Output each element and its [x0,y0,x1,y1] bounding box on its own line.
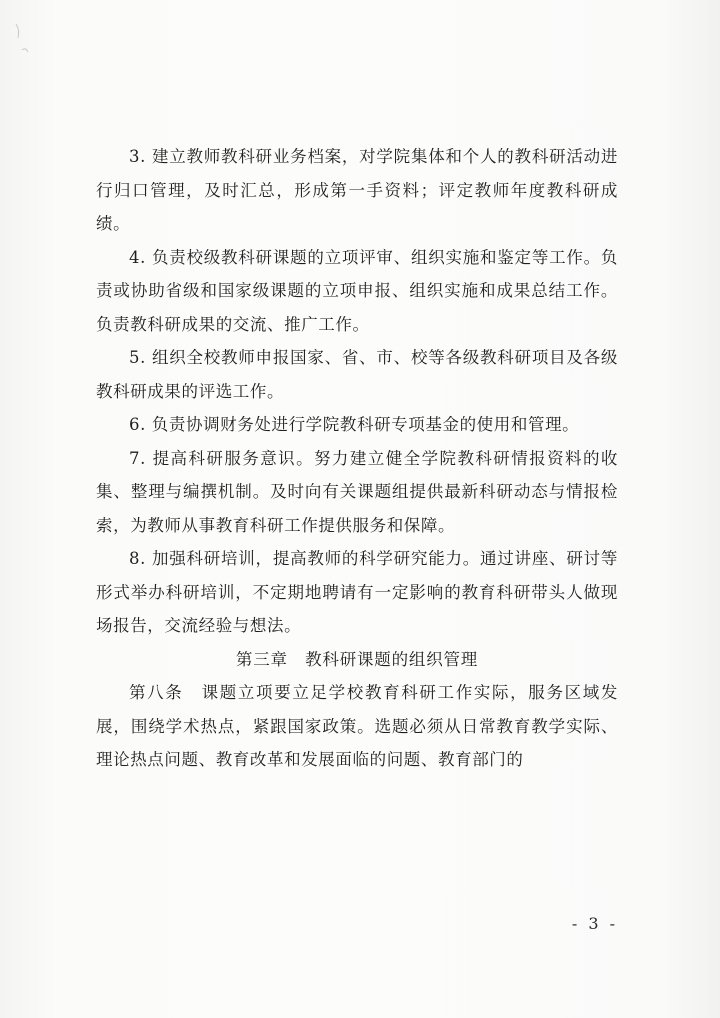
paragraph-item-5: 5. 组织全校教师申报国家、省、市、校等各级教科研项目及各级教科研成果的评选工作。 [96,348,618,401]
chapter-heading: 第三章 教科研课题的组织管理 [235,649,479,669]
document-body [96,140,618,777]
paragraph-item-7: 7. 提高科研服务意识。努力建立健全学院教科研情报资料的收集、整理与编撰机制。及时向有关课题组提供最新科研动态与情报检索，为教师从事教育科研工作提供服务和保障。 [96,448,618,535]
page-number: - 3 - [571,914,618,933]
paragraph-item-4: 4. 负责校级教科研课题的立项评审、组织实施和鉴定等工作。负责或协助省级和国家级课题的立项申报、组织实施和成果总结工作。负责教科研成果的交流、推广工作。 [96,247,618,334]
paragraph-item-3: 3. 建立教师教科研业务档案，对学院集体和个人的教科研活动进行归口管理，及时汇总，形成第一手资料；评定教师年度教科研成绩。 [96,147,618,233]
paragraph-item-8: 8. 加强科研培训，提高教师的科学研究能力。通过讲座、研讨等形式举办科研培训，不定期地聘请有一定影响的教育科研带头人做现场报告，交流经验与想法。 [96,549,618,635]
article-8-paragraph: 第八条 课题立项要立足学校教育科研工作实际，服务区域发展，围绕学术热点，紧跟国家政策。选题必须从日常教育教学实际、理论热点问题、教育改革和发展面临的问题、教育部门的 [96,683,618,769]
paragraph-item-6: 6. 负责协调财务处进行学院教科研专项基金的使用和管理。 [129,415,580,434]
scan-artifact-mark [12,20,32,60]
